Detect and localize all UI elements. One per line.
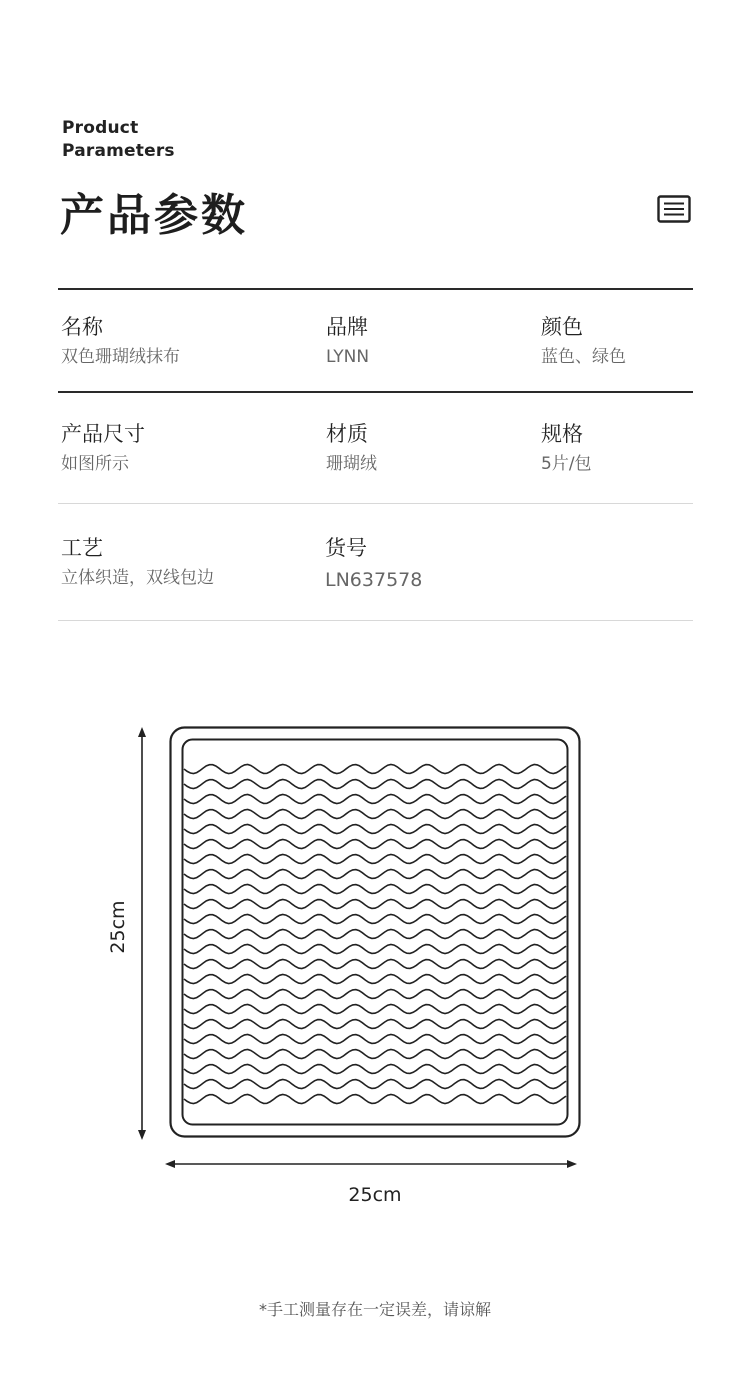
- param-label: 名称: [61, 315, 103, 339]
- wave-line: [184, 975, 566, 984]
- param-name: [61, 313, 180, 369]
- param-value: LYNN: [326, 347, 370, 367]
- height-label: 25cm: [107, 900, 129, 954]
- wave-line: [184, 765, 566, 774]
- table-bottom-rule: [58, 620, 693, 621]
- param-label: 品牌: [326, 315, 368, 339]
- row-divider: [58, 503, 693, 504]
- eyebrow-line-2: Parameters: [62, 141, 175, 161]
- param-craft: [61, 534, 214, 590]
- param-label: 材质: [326, 422, 368, 446]
- wave-line: [184, 810, 566, 819]
- vertical-dimension-arrow: [138, 727, 146, 1140]
- wave-line: [184, 960, 566, 969]
- param-color: [541, 313, 626, 369]
- param-value: 立体织造，双线包边: [61, 568, 214, 588]
- wave-line: [184, 795, 566, 804]
- param-value: 珊瑚绒: [326, 454, 377, 474]
- wave-line: [184, 1020, 566, 1029]
- wave-line: [184, 885, 566, 894]
- wave-line: [184, 825, 566, 834]
- param-size: [61, 420, 145, 476]
- row-divider: [58, 391, 693, 393]
- wave-pattern: [184, 765, 566, 1104]
- eyebrow-line-1: Product: [62, 118, 139, 138]
- param-item-no: [325, 534, 422, 592]
- cloth-dimension-diagram: [100, 715, 600, 1215]
- wave-line: [184, 1080, 566, 1089]
- wave-line: [184, 870, 566, 879]
- wave-line: [184, 945, 566, 954]
- list-icon[interactable]: [657, 195, 691, 223]
- param-brand: [326, 313, 369, 369]
- param-label: 产品尺寸: [61, 422, 145, 446]
- param-spec: [541, 420, 592, 476]
- horizontal-dimension-arrow: [165, 1160, 577, 1168]
- param-label: 颜色: [541, 315, 583, 339]
- wave-line: [184, 780, 566, 789]
- param-value: 5片/包: [541, 454, 592, 474]
- wave-line: [184, 930, 566, 939]
- wave-line: [184, 915, 566, 924]
- param-value: LN637578: [325, 569, 423, 591]
- param-value: 如图所示: [61, 454, 129, 474]
- param-label: 货号: [325, 536, 367, 560]
- param-material: [326, 420, 377, 476]
- wave-line: [184, 1050, 566, 1059]
- wave-line: [184, 1035, 566, 1044]
- wave-line: [184, 840, 566, 849]
- wave-line: [184, 1005, 566, 1014]
- wave-line: [184, 990, 566, 999]
- width-label: 25cm: [348, 1184, 402, 1206]
- measurement-note: *手工测量存在一定误差，请谅解: [258, 1300, 491, 1319]
- param-value: 蓝色、绿色: [541, 347, 626, 367]
- wave-line: [184, 900, 566, 909]
- height-dimension: [104, 895, 132, 959]
- section-eyebrow: [62, 117, 175, 163]
- wave-line: [184, 855, 566, 864]
- param-label: 工艺: [61, 536, 103, 560]
- wave-line: [184, 1095, 566, 1104]
- wave-line: [184, 1065, 566, 1074]
- page-title: 产品参数: [60, 190, 248, 241]
- table-top-rule: [58, 288, 693, 290]
- param-label: 规格: [541, 422, 583, 446]
- param-value: 双色珊瑚绒抹布: [61, 347, 180, 367]
